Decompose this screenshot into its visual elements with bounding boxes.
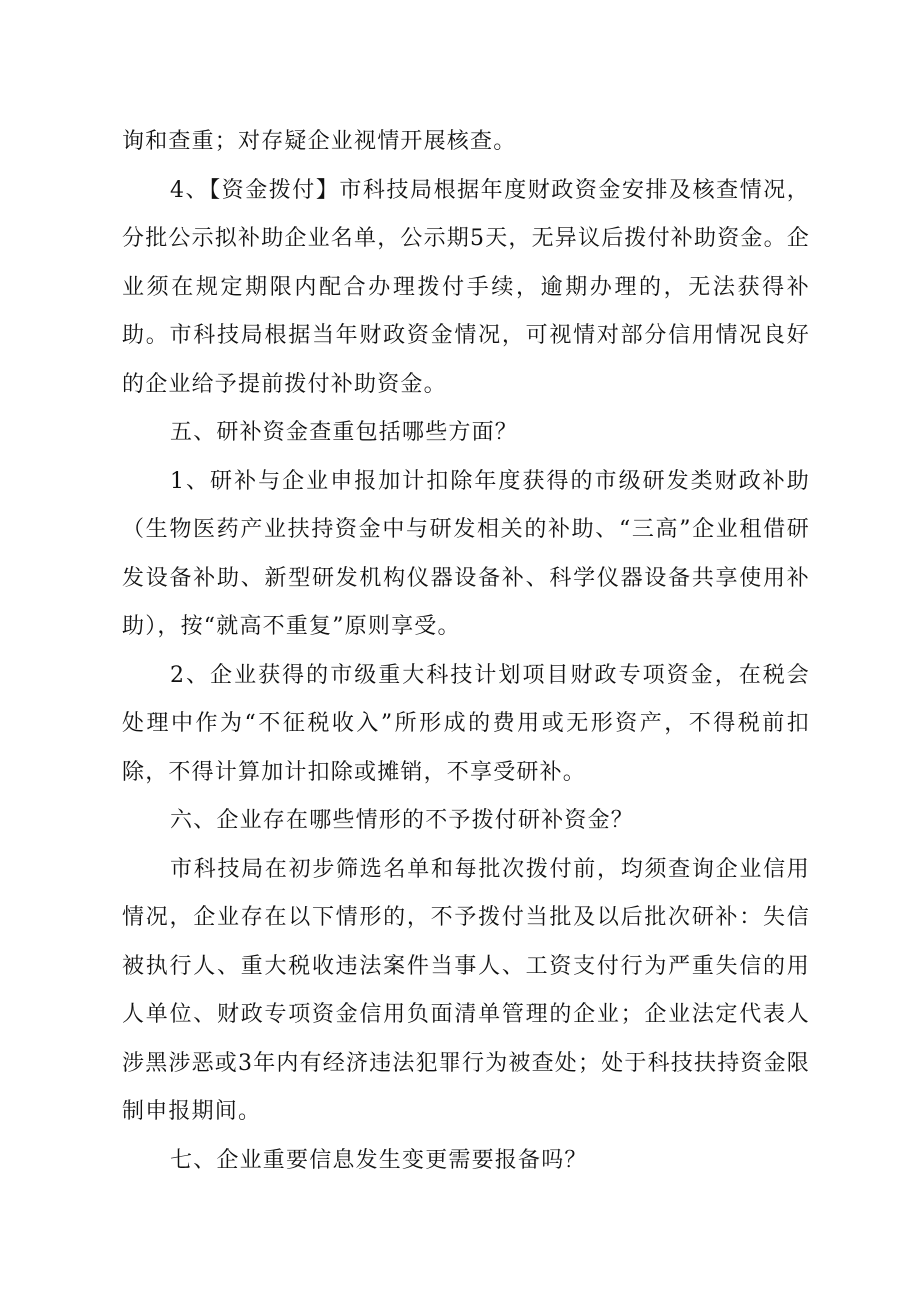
heading-section-seven: 七、企业重要信息发生变更需要报备吗？ [170,1147,588,1173]
paragraph-credit-check: 市科技局在初步筛选名单和每批次拨付前，均须查询企业信用情况，企业存在以下情形的，不予拨付当批及以后批次研补：失信被执行人、重大税收违法案件当事人、工资支付行为严重失信的用人单位、财政专项资金信用负面清单管理的企业；企业法定代表人涉黑涉恶或3年内有经济违法犯罪行为被查处；处于科技扶持资金限制申报期间。 [122,856,810,1124]
paragraph-duplicate-check-1: 1、研补与企业申报加计扣除年度获得的市级研发类财政补助（生物医药产业扶持资金中与研发相关的补助、“三高”企业租借研发设备补助、新型研发机构仪器设备补、科学仪器设备共享使用补助），按“就高不重复”原则享受。 [122,468,810,639]
document-body [122,118,810,1185]
heading-section-five: 五、研补资金查重包括哪些方面？ [170,420,519,445]
paragraph-duplicate-check-2: 2、企业获得的市级重大科技计划项目财政专项资金，在税会处理中作为“不征税收入”所形成的费用或无形资产，不得税前扣除，不得计算加计扣除或摊销，不享受研补。 [122,662,810,785]
paragraph-continuation: 询和查重；对存疑企业视情开展核查。 [122,129,517,154]
heading-section-six: 六、企业存在哪些情形的不予拨付研补资金？ [170,808,635,833]
paragraph-fund-disbursement: 4、【资金拨付】市科技局根据年度财政资金安排及核查情况，分批公示拟补助企业名单，公示期5天，无异议后拨付补助资金。企业须在规定期限内配合办理拨付手续，逾期办理的，无法获得补助。市科技局根据当年财政资金情况，可视情对部分信用情况良好的企业给予提前拨付补助资金。 [122,177,810,397]
